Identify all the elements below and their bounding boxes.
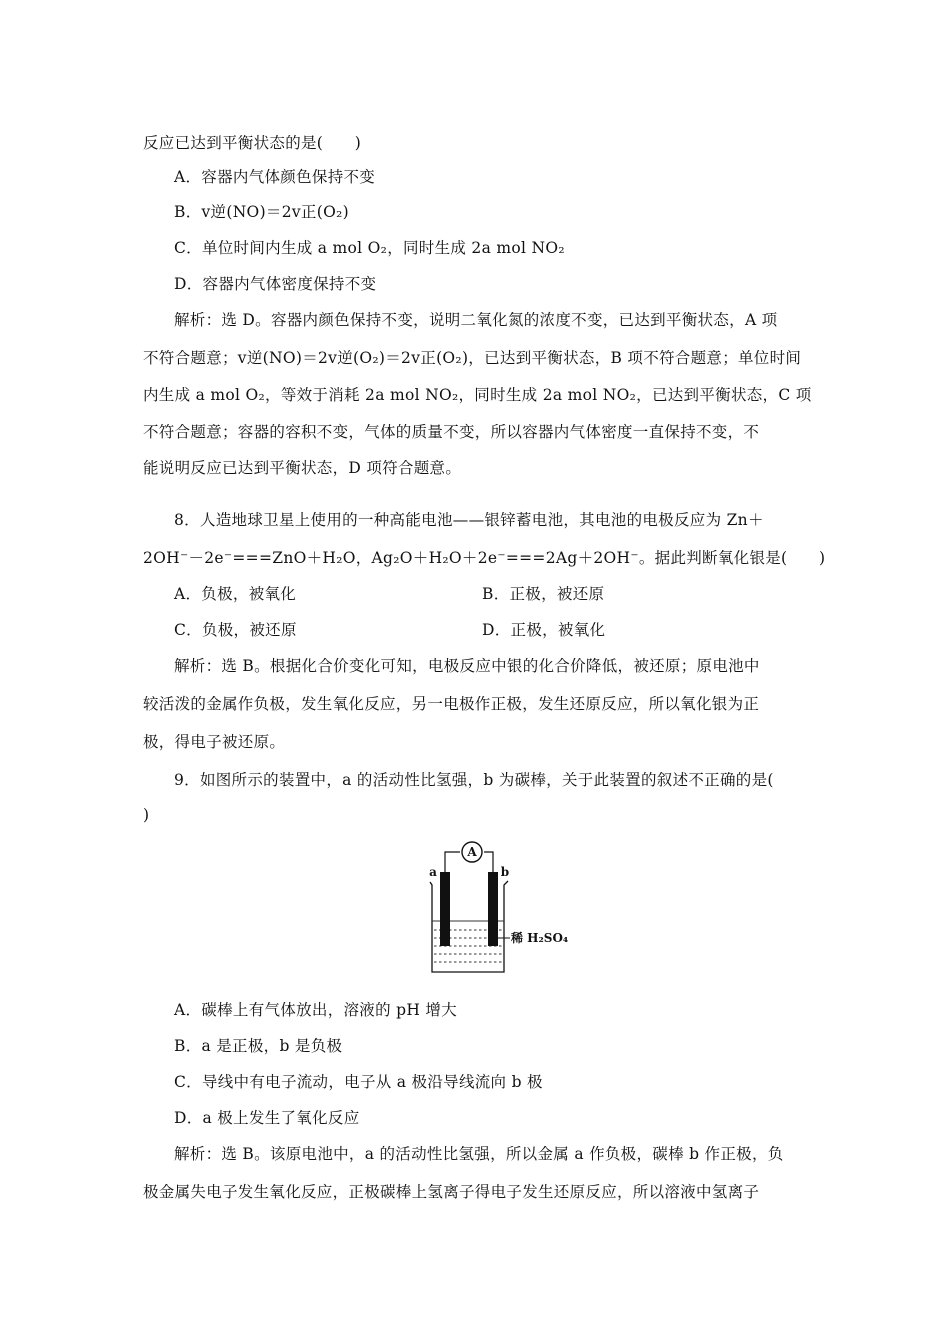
- option-d: D．正极，被氧化: [482, 621, 606, 639]
- ammeter-label: A: [467, 845, 477, 859]
- explanation-line: 解析：选 D。容器内颜色保持不变，说明二氧化氮的浓度不变，已达到平衡状态，A 项: [174, 311, 778, 329]
- electrode-a: [440, 872, 450, 946]
- explanation-line: 解析：选 B。该原电池中，a 的活动性比氢强，所以金属 a 作负极，碳棒 b 作正极，负: [174, 1145, 784, 1163]
- explanation-line: 解析：选 B。根据化合价变化可知，电极反应中银的化合价降低，被还原；原电池中: [174, 657, 760, 675]
- option-c: C．导线中有电子流动，电子从 a 极沿导线流向 b 极: [174, 1073, 543, 1091]
- explanation-line: 不符合题意；容器的容积不变，气体的质量不变，所以容器内气体密度一直保持不变，不: [143, 423, 760, 441]
- electrode-a-label: a: [429, 865, 437, 879]
- explanation-line: 不符合题意；v逆(NO)＝2v逆(O₂)＝2v正(O₂)，已达到平衡状态，B 项不符合题意；单位时间: [143, 349, 802, 367]
- explanation-line: 极金属失电子发生氧化反应，正极碳棒上氢离子得电子发生还原反应，所以溶液中氢离子: [143, 1183, 760, 1201]
- option-b: B．正极，被还原: [482, 585, 605, 603]
- option-a: A．碳棒上有气体放出，溶液的 pH 增大: [174, 1001, 457, 1019]
- text-line: 反应已达到平衡状态的是( ): [143, 134, 362, 152]
- question-9: 9．如图所示的装置中，a 的活动性比氢强，b 为碳棒，关于此装置的叙述不正确的是(: [174, 771, 774, 789]
- question-9-bracket: ): [143, 806, 150, 824]
- ammeter-icon: [462, 842, 482, 862]
- option-b: B．a 是正极，b 是负极: [174, 1037, 343, 1055]
- option-a: A．容器内气体颜色保持不变: [174, 168, 376, 186]
- option-b: B．v逆(NO)＝2v正(O₂): [174, 203, 349, 221]
- option-c: C．单位时间内生成 a mol O₂，同时生成 2a mol NO₂: [174, 239, 565, 257]
- electrode-b-label: b: [500, 865, 510, 879]
- explanation-line: 极，得电子被还原。: [143, 733, 286, 751]
- galvanic-cell-figure: [424, 838, 574, 976]
- option-d: D．容器内气体密度保持不变: [174, 275, 377, 293]
- electrolyte-label: 稀 H₂SO₄: [511, 931, 569, 945]
- option-a: A．负极，被氧化: [174, 585, 297, 603]
- option-d: D．a 极上发生了氧化反应: [174, 1109, 360, 1127]
- explanation-line: 能说明反应已达到平衡状态，D 项符合题意。: [143, 459, 462, 477]
- question-8: 8．人造地球卫星上使用的一种高能电池——银锌蓄电池，其电池的电极反应为 Zn＋: [174, 511, 764, 529]
- electrode-b: [488, 872, 498, 946]
- explanation-line: 较活泼的金属作负极，发生氧化反应，另一电极作正极，发生还原反应，所以氧化银为正: [143, 695, 760, 713]
- option-c: C．负极，被还原: [174, 621, 297, 639]
- question-8-equation: 2OH⁻－2e⁻===ZnO＋H₂O，Ag₂O＋H₂O＋2e⁻===2Ag＋2OH⁻。据此判断氧化银是( ): [143, 549, 826, 567]
- explanation-line: 内生成 a mol O₂，等效于消耗 2a mol NO₂，同时生成 2a mol NO₂，已达到平衡状态，C 项: [143, 386, 812, 404]
